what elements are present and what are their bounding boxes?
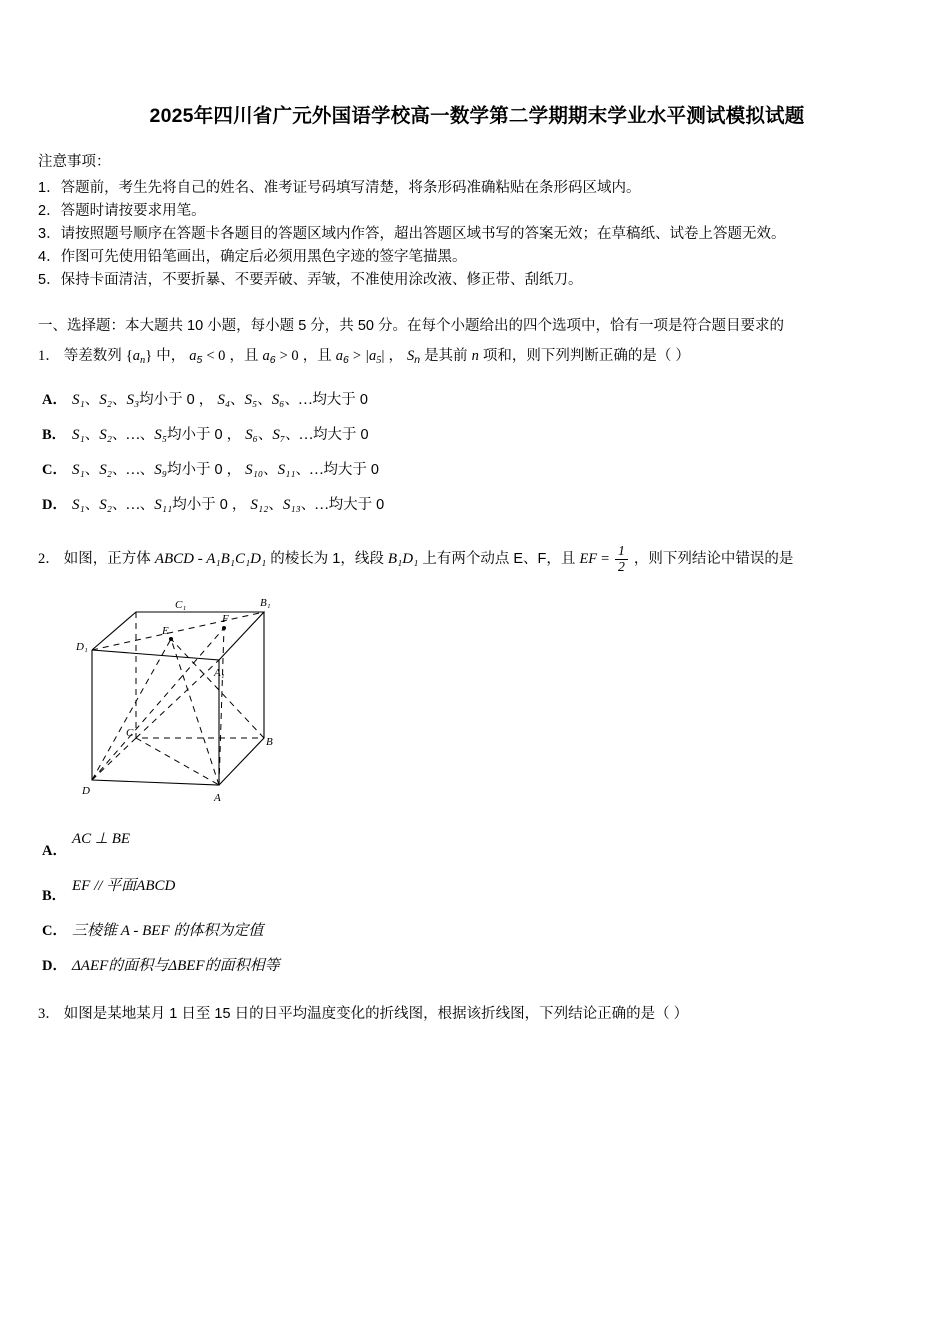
label-C1: C₁ (175, 599, 187, 612)
cond3-abs: $|a_5|$ (365, 348, 385, 366)
question-3 (38, 1001, 916, 1027)
sn-var: S (406, 348, 415, 364)
question-1: 1． 等差数列 $\{a_n\}$ 中， $a_5 < 0$ ，且 $a_6 > 0$ ，且 $a_6 > |a_5|$ ， $S_n$ 是其前 n 项和，则下列判断正确的是（ ） (38, 348, 690, 366)
sequence-notation: $\{a_n\}$ (125, 348, 153, 366)
question-2-option-c[interactable] (38, 919, 916, 940)
label-C: C (126, 727, 134, 740)
question-3-text: 如图是某地某月 1 日至 15 日的日平均温度变化的折线图，根据该折线图，下列结论正确的是（ ） (63, 1006, 689, 1023)
question-2-text-c: 上有两个动点 E、F，且 (422, 550, 576, 567)
question-2-option-b[interactable] (38, 874, 916, 905)
label-D: D (82, 785, 90, 798)
cond2-var: a (262, 348, 270, 364)
option-body: EF // 平面ABCD (72, 878, 176, 895)
option-body: S₁、S₂、…、S₉均小于 0 ， S₁₀、S₁₁、…均大于 0 (72, 461, 379, 478)
page-title: 2025年四川省广元外国语学校高一数学第二学期期末学业水平测试模拟试题 (149, 105, 805, 127)
cond3-join: ，且 (302, 348, 332, 364)
question-2-text-d: ，则下列结论中错误的是 (633, 550, 794, 567)
notice-item: 4．作图可先使用铅笔画出，确定后必须用黑色字迹的签字笔描黑。 (38, 249, 467, 265)
question-1-option-b[interactable] (38, 423, 916, 444)
notice-heading: 注意事项： (38, 154, 111, 170)
option-label: B． (42, 426, 67, 443)
question-1-stem-e: 项和，则下列判断正确的是（ ） (482, 348, 690, 364)
option-body: 三棱锥 A - BEF 的体积为定值 (72, 923, 264, 940)
ef-equation: EF = $\frac{1}{2}$ (579, 544, 629, 574)
option-label: C． (42, 461, 67, 478)
section-heading: 一、选择题：本大题共 10 小题，每小题 5 分，共 50 分。在每个小题给出的四个选项中，恰有一项是符合题目要求的 (38, 318, 784, 334)
segment-name: B₁D₁ (387, 550, 419, 567)
question-2 (38, 544, 916, 574)
cond1-rel: < 0 (206, 348, 226, 364)
question-2-text-a: 如图，正方体 (63, 550, 151, 567)
page-content (38, 100, 916, 1031)
cube-name: ABCD - A₁B₁C₁D₁ (154, 550, 267, 567)
option-body: S₁、S₂、…、S₁₁均小于 0 ， S₁₂、S₁₃、…均大于 0 (72, 496, 385, 513)
label-B1: B₁ (260, 597, 271, 610)
label-D1: D₁ (76, 641, 88, 654)
option-body: S₁、S₂、S₃均小于 0 ， S₄、S₅、S₆、…均大于 0 (72, 391, 368, 408)
option-body: S₁、S₂、…、S₅均小于 0 ， S₆、S₇、…均大于 0 (72, 426, 369, 443)
question-2-text-b: 的棱长为 1，线段 (270, 550, 384, 567)
notice-item: 2．答题时请按要求用笔。 (38, 203, 206, 219)
question-2-option-d[interactable] (38, 954, 916, 975)
n-var: n (471, 348, 479, 364)
question-1-stem-d: 是其前 (424, 348, 468, 364)
label-A: A (214, 792, 221, 805)
option-label: D． (42, 496, 67, 513)
label-E: E (162, 625, 169, 638)
notice-item: 3．请按照题号顺序在答题卡各题目的答题区域内作答，超出答题区域书写的答案无效；在草稿纸、试卷上答题无效。 (38, 226, 786, 242)
question-1-option-d[interactable] (38, 493, 916, 514)
question-1-stem-b: 中， (156, 348, 186, 364)
label-B: B (266, 736, 273, 749)
notice-item: 5．保持卡面清洁，不要折暴、不要弄破、弄皱，不准使用涂改液、修正带、刮纸刀。 (38, 272, 583, 288)
cond3-rel: > (352, 348, 361, 364)
cond2-rel: > 0 (279, 348, 299, 364)
option-label: A． (42, 843, 67, 860)
option-label: C． (42, 923, 67, 940)
question-1-number: 1． (38, 348, 60, 364)
cube-figure (74, 580, 916, 815)
question-2-number: 2． (38, 550, 60, 567)
question-3-number: 3． (38, 1006, 60, 1023)
question-1-stem-a: 等差数列 (63, 348, 122, 364)
label-A1: A₁ (214, 667, 225, 680)
cond3-var: a (335, 348, 343, 364)
cube-diagram-svg (74, 580, 304, 810)
question-2-option-a[interactable] (38, 829, 916, 860)
option-label: A． (42, 391, 67, 408)
question-1-stem-c: ， (388, 348, 403, 364)
question-1-option-c[interactable] (38, 458, 916, 479)
option-body: ΔAEF的面积与ΔBEF的面积相等 (72, 958, 280, 975)
option-label: B． (42, 888, 67, 905)
label-F: F (222, 613, 229, 626)
cond1-var: a (189, 348, 197, 364)
cond2-join: ，且 (229, 348, 259, 364)
option-label: D． (42, 958, 67, 975)
option-body: AC ⊥ BE (72, 831, 131, 848)
notice-item: 1．答题前，考生先将自己的姓名、准考证号码填写清楚，将条形码准确粘贴在条形码区域内。 (38, 180, 641, 196)
question-1-option-a[interactable] (38, 388, 916, 409)
